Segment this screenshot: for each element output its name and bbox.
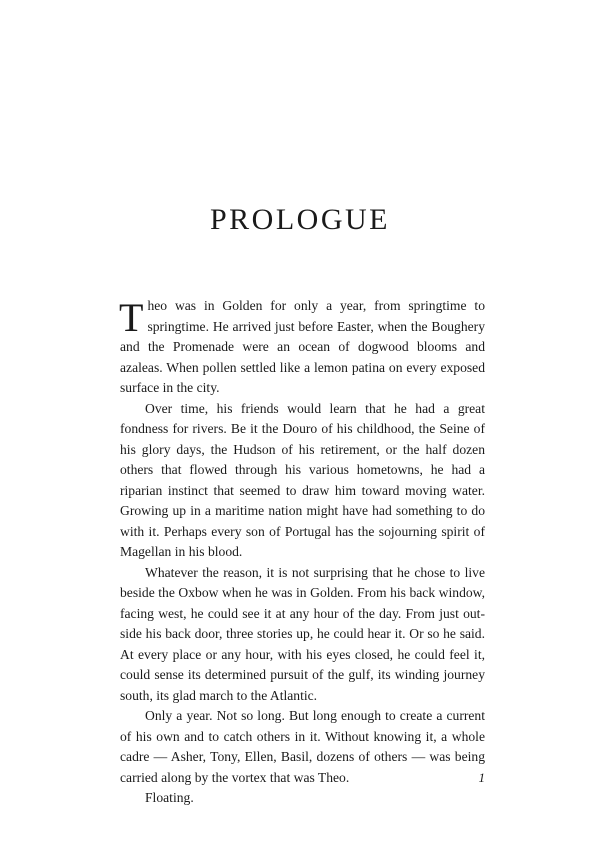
paragraph-1 <box>120 296 485 399</box>
drop-cap: T <box>119 295 144 340</box>
chapter-body <box>120 296 485 809</box>
paragraph-1-text: heo was in Golden for only a year, from springtime to springtime. He arrived just before Easter, when the Boughery and the Promenade were an ocean of dogwood blooms and azaleas. When pollen settled like a lemon patina on every exposed surface in the city. <box>120 298 485 395</box>
paragraph-2: Over time, his friends would learn that he had a great fondness for rivers. Be it the Douro of his childhood, the Seine of his glory days, the Hudson of his retirement, or the half dozen others that flowed through his various hometowns, he had a riparian instinct that seemed to draw him toward moving water. Growing up in a maritime nation might have had something to do with it. Perhaps every son of Portugal has the sojourning spirit of Magellan in his blood. <box>120 400 485 559</box>
paragraph-3: Whatever the reason, it is not surprising that he chose to live beside the Oxbow when he was in Golden. From his back window, facing west, he could see it at any hour of the day. From just outside his back door, three stories up, he could hear it. Or so he said. At every place or any hour, with his eyes closed, he could feel it, could sense its determined pursuit of the gulf, its winding journey south, its glad march to the Atlantic. <box>120 564 485 703</box>
page-number: 1 <box>478 770 485 785</box>
paragraph-5: Floating. <box>145 790 194 805</box>
chapter-title: PROLOGUE <box>209 203 390 236</box>
paragraph-4: Only a year. Not so long. But long enough to create a current of his own and to catch others in it. Without knowing it, a whole cadre — Asher, Tony, Ellen, Basil, dozens of others — was being carried along by the vortex that was Theo. <box>120 708 485 785</box>
